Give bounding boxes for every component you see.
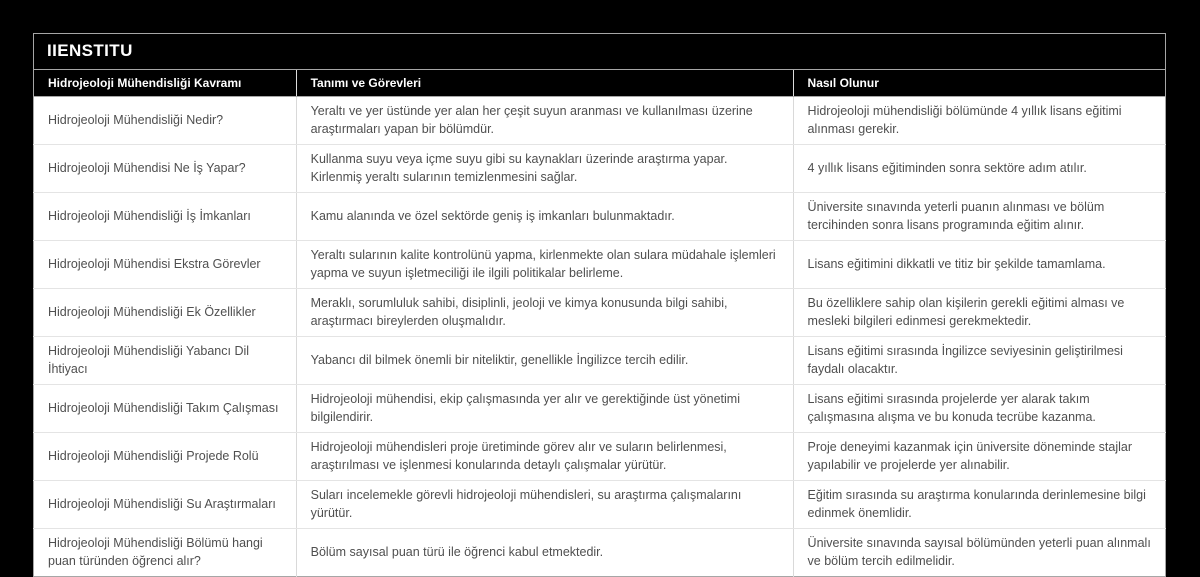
definition-cell: Yeraltı ve yer üstünde yer alan her çeşit suyun aranması ve kullanılması üzerine araştırmaları yapan bir bölümdür.	[296, 97, 793, 145]
table-row	[34, 433, 1166, 481]
definition-cell: Bölüm sayısal puan türü ile öğrenci kabul etmektedir.	[296, 529, 793, 577]
howto-cell: Proje deneyimi kazanmak için üniversite döneminde stajlar yapılabilir ve projelerde yer alınabilir.	[793, 433, 1165, 481]
concept-cell: Hidrojeoloji Mühendisliği Takım Çalışması	[34, 385, 297, 433]
table-row	[34, 241, 1166, 289]
table-row	[34, 529, 1166, 577]
header-row	[34, 70, 1166, 97]
table-row	[34, 385, 1166, 433]
howto-cell: Lisans eğitimi sırasında projelerde yer alarak takım çalışmasına alışma ve bu konuda tecrübe kazanma.	[793, 385, 1165, 433]
concept-cell: Hidrojeoloji Mühendisliği Nedir?	[34, 97, 297, 145]
concept-cell: Hidrojeoloji Mühendisliği Bölümü hangi puan türünden öğrenci alır?	[34, 529, 297, 577]
concept-cell: Hidrojeoloji Mühendisliği Ek Özellikler	[34, 289, 297, 337]
column-header-definition: Tanımı ve Görevleri	[296, 70, 793, 97]
howto-cell: Lisans eğitimi sırasında İngilizce seviyesinin geliştirilmesi faydalı olacaktır.	[793, 337, 1165, 385]
definition-cell: Meraklı, sorumluluk sahibi, disiplinli, jeoloji ve kimya konusunda bilgi sahibi, araştırmacı bireylerden oluşmalıdır.	[296, 289, 793, 337]
content-panel	[33, 33, 1166, 577]
concept-cell: Hidrojeoloji Mühendisliği Su Araştırmaları	[34, 481, 297, 529]
concept-cell: Hidrojeoloji Mühendisi Ne İş Yapar?	[34, 145, 297, 193]
howto-cell: Eğitim sırasında su araştırma konularında derinlemesine bilgi edinmek önemlidir.	[793, 481, 1165, 529]
definition-cell: Yabancı dil bilmek önemli bir niteliktir, genellikle İngilizce tercih edilir.	[296, 337, 793, 385]
howto-cell: Hidrojeoloji mühendisliği bölümünde 4 yıllık lisans eğitimi alınması gerekir.	[793, 97, 1165, 145]
concept-cell: Hidrojeoloji Mühendisliği İş İmkanları	[34, 193, 297, 241]
howto-cell: Üniversite sınavında sayısal bölümünden yeterli puan alınmalı ve bölüm tercih edilmelidir.	[807, 536, 1151, 568]
definition-cell: Hidrojeoloji mühendisi, ekip çalışmasında yer alır ve gerektiğinde üst yönetimi bilgilendirir.	[296, 385, 793, 433]
table-row	[34, 97, 1166, 145]
brand-title: IIENSTITU	[33, 33, 1166, 70]
definition-cell: Suları incelemekle görevli hidrojeoloji mühendisleri, su araştırma çalışmalarını yürütür.	[296, 481, 793, 529]
howto-cell: Lisans eğitimini dikkatli ve titiz bir şekilde tamamlama.	[793, 241, 1165, 289]
definition-cell: Kullanma suyu veya içme suyu gibi su kaynakları üzerinde araştırma yapar. Kirlenmiş yeraltı sularının temizlenmesini sağlar.	[296, 145, 793, 193]
howto-cell: Üniversite sınavında yeterli puanın alınması ve bölüm tercihinden sonra lisans programında eğitim alınır.	[793, 193, 1165, 241]
definition-cell: Yeraltı sularının kalite kontrolünü yapma, kirlenmekte olan sulara müdahale işlemleri yapma ve suyun işletmeciliği ile ilgili politikalar belirleme.	[296, 241, 793, 289]
table-body	[34, 97, 1166, 577]
table-row	[34, 145, 1166, 193]
table-row	[34, 193, 1166, 241]
table-row	[34, 289, 1166, 337]
concept-cell: Hidrojeoloji Mühendisliği Yabancı Dil İhtiyacı	[34, 337, 297, 385]
concept-cell: Hidrojeoloji Mühendisi Ekstra Görevler	[34, 241, 297, 289]
column-header-concept: Hidrojeoloji Mühendisliği Kavramı	[34, 70, 297, 97]
table-row	[34, 337, 1166, 385]
howto-cell: 4 yıllık lisans eğitiminden sonra sektöre adım atılır.	[793, 145, 1165, 193]
howto-cell: Bu özelliklere sahip olan kişilerin gerekli eğitimi alması ve mesleki bilgileri edinmesi gerekmektedir.	[793, 289, 1165, 337]
definition-cell: Hidrojeoloji mühendisleri proje üretiminde görev alır ve suların belirlenmesi, araştırılması ve işlenmesi konularında detaylı çalışmalar yürütür.	[296, 433, 793, 481]
info-table	[33, 70, 1166, 577]
concept-cell: Hidrojeoloji Mühendisliği Projede Rolü	[34, 433, 297, 481]
table-header	[34, 70, 1166, 97]
table-row	[34, 481, 1166, 529]
definition-cell: Kamu alanında ve özel sektörde geniş iş imkanları bulunmaktadır.	[296, 193, 793, 241]
column-header-howto: Nasıl Olunur	[793, 70, 1165, 97]
